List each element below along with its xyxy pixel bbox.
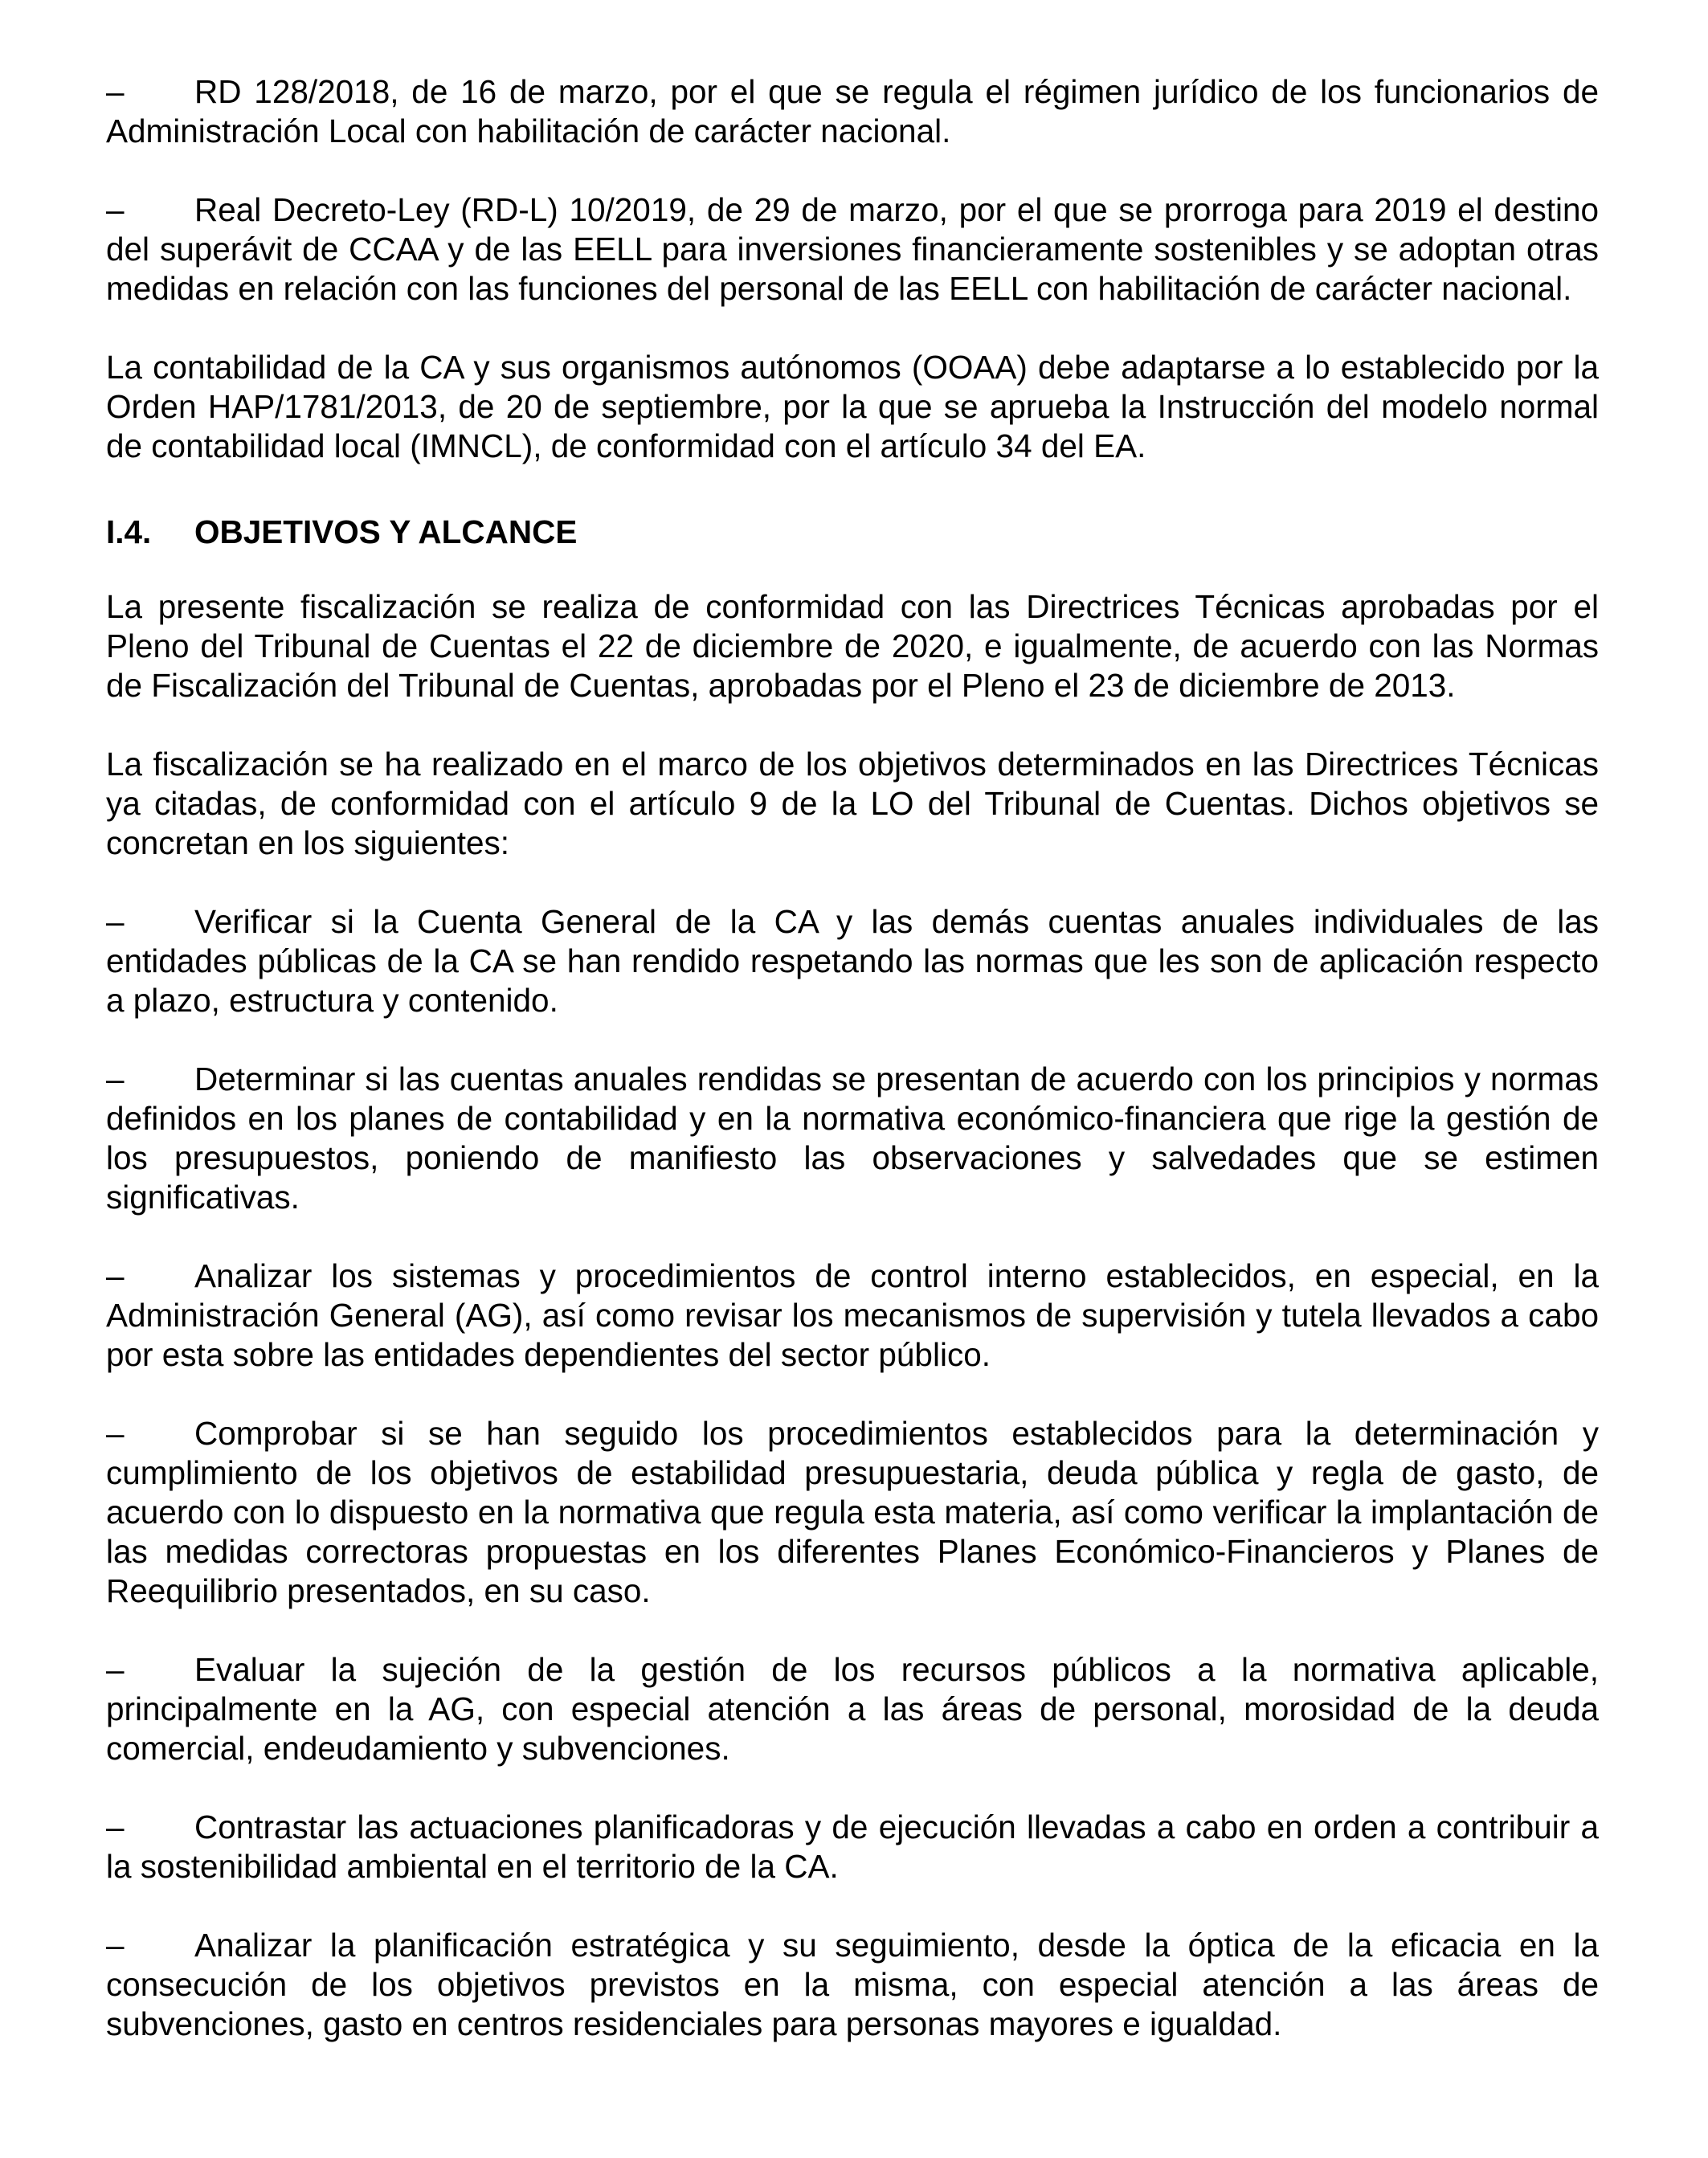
spacer bbox=[106, 1768, 1599, 1808]
dash-bullet: – bbox=[106, 1415, 125, 1452]
dash-bullet: – bbox=[106, 1257, 125, 1294]
spacer bbox=[106, 1217, 1599, 1257]
spacer bbox=[106, 705, 1599, 745]
document-page bbox=[106, 72, 1599, 2044]
section-title: OBJETIVOS Y ALCANCE bbox=[194, 513, 578, 550]
bullet-item bbox=[106, 1808, 1599, 1886]
bullet-item bbox=[106, 190, 1599, 309]
spacer bbox=[106, 1611, 1599, 1650]
bullet-text: Analizar los sistemas y procedimientos de control interno establecidos, en especial, en la Administración General (AG), así como revisar los mecanismos de supervisión y tutela llevados a cabo por esta sobre las entidades dependientes del sector público. bbox=[106, 1257, 1599, 1373]
spacer bbox=[106, 466, 1599, 513]
bullet-text: Evaluar la sujeción de la gestión de los recursos públicos a la normativa aplicable, principalmente en la AG, con especial atención a las áreas de personal, morosidad de la deuda comercial, endeudamiento y subvenciones. bbox=[106, 1651, 1599, 1767]
spacer bbox=[106, 151, 1599, 190]
bullet-text: Determinar si las cuentas anuales rendidas se presentan de acuerdo con los principios y normas definidos en los planes de contabilidad y en la normativa económico-financiera que rige la gestión de los presupuestos, poniendo de manifiesto las observaciones y salvedades que se estimen significativas. bbox=[106, 1061, 1599, 1216]
spacer bbox=[106, 309, 1599, 348]
bullet-item bbox=[106, 1257, 1599, 1375]
bullet-text: Real Decreto-Ley (RD-L) 10/2019, de 29 de marzo, por el que se prorroga para 2019 el destino del superávit de CCAA y de las EELL para inversiones financieramente sostenibles y se adoptan otras medidas en relación con las funciones del personal de las EELL con habilitación de carácter nacional. bbox=[106, 191, 1599, 307]
dash-bullet: – bbox=[106, 903, 125, 940]
section-heading bbox=[106, 513, 1599, 552]
spacer bbox=[106, 552, 1599, 587]
spacer bbox=[106, 1886, 1599, 1926]
dash-bullet: – bbox=[106, 1927, 125, 1964]
bullet-text: Verificar si la Cuenta General de la CA y las demás cuentas anuales individuales de las entidades públicas de la CA se han rendido respetando las normas que les son de aplicación respecto a plazo, estructura y contenido. bbox=[106, 903, 1599, 1019]
bullet-item bbox=[106, 902, 1599, 1020]
dash-bullet: – bbox=[106, 1651, 125, 1688]
bullet-item bbox=[106, 1926, 1599, 2044]
bullet-text: Contrastar las actuaciones planificadoras y de ejecución llevadas a cabo en orden a contribuir a la sostenibilidad ambiental en el territorio de la CA. bbox=[106, 1809, 1599, 1885]
bullet-text: RD 128/2018, de 16 de marzo, por el que se regula el régimen jurídico de los funcionarios de Administración Local con habilitación de carácter nacional. bbox=[106, 73, 1599, 149]
bullet-text: Analizar la planificación estratégica y su seguimiento, desde la óptica de la eficacia en la consecución de los objetivos previstos en la misma, con especial atención a las áreas de subvenciones, gasto en centros residenciales para personas mayores e igualdad. bbox=[106, 1927, 1599, 2042]
dash-bullet: – bbox=[106, 1809, 125, 1845]
paragraph: La fiscalización se ha realizado en el marco de los objetivos determinados en las Directrices Técnicas ya citadas, de conformidad con el artículo 9 de la LO del Tribunal de Cuentas. Dichos objetivos se concretan en los siguientes: bbox=[106, 746, 1599, 861]
paragraph: La contabilidad de la CA y sus organismos autónomos (OOAA) debe adaptarse a lo establecido por la Orden HAP/1781/2013, de 20 de septiembre, por la que se aprueba la Instrucción del modelo normal de contabilidad local (IMNCL), de conformidad con el artículo 34 del EA. bbox=[106, 349, 1599, 464]
spacer bbox=[106, 863, 1599, 902]
bullet-item bbox=[106, 1060, 1599, 1217]
paragraph: La presente fiscalización se realiza de conformidad con las Directrices Técnicas aprobadas por el Pleno del Tribunal de Cuentas el 22 de diciembre de 2020, e igualmente, de acuerdo con las Normas de Fiscalización del Tribunal de Cuentas, aprobadas por el Pleno el 23 de diciembre de 2013. bbox=[106, 588, 1599, 704]
dash-bullet: – bbox=[106, 1061, 125, 1097]
bullet-text: Comprobar si se han seguido los procedimientos establecidos para la determinación y cumplimiento de los objetivos de estabilidad presupuestaria, deuda pública y regla de gasto, de acuerdo con lo dispuesto en la normativa que regula esta materia, así como verificar la implantación de las medidas correctoras propuestas en los diferentes Planes Económico-Financieros y Planes de Reequilibrio presentados, en su caso. bbox=[106, 1415, 1599, 1609]
bullet-item bbox=[106, 1650, 1599, 1768]
dash-bullet: – bbox=[106, 73, 125, 110]
bullet-item bbox=[106, 1414, 1599, 1611]
section-number: I.4. bbox=[106, 513, 152, 550]
dash-bullet: – bbox=[106, 191, 125, 228]
spacer bbox=[106, 1375, 1599, 1414]
spacer bbox=[106, 1020, 1599, 1060]
bullet-item bbox=[106, 72, 1599, 151]
